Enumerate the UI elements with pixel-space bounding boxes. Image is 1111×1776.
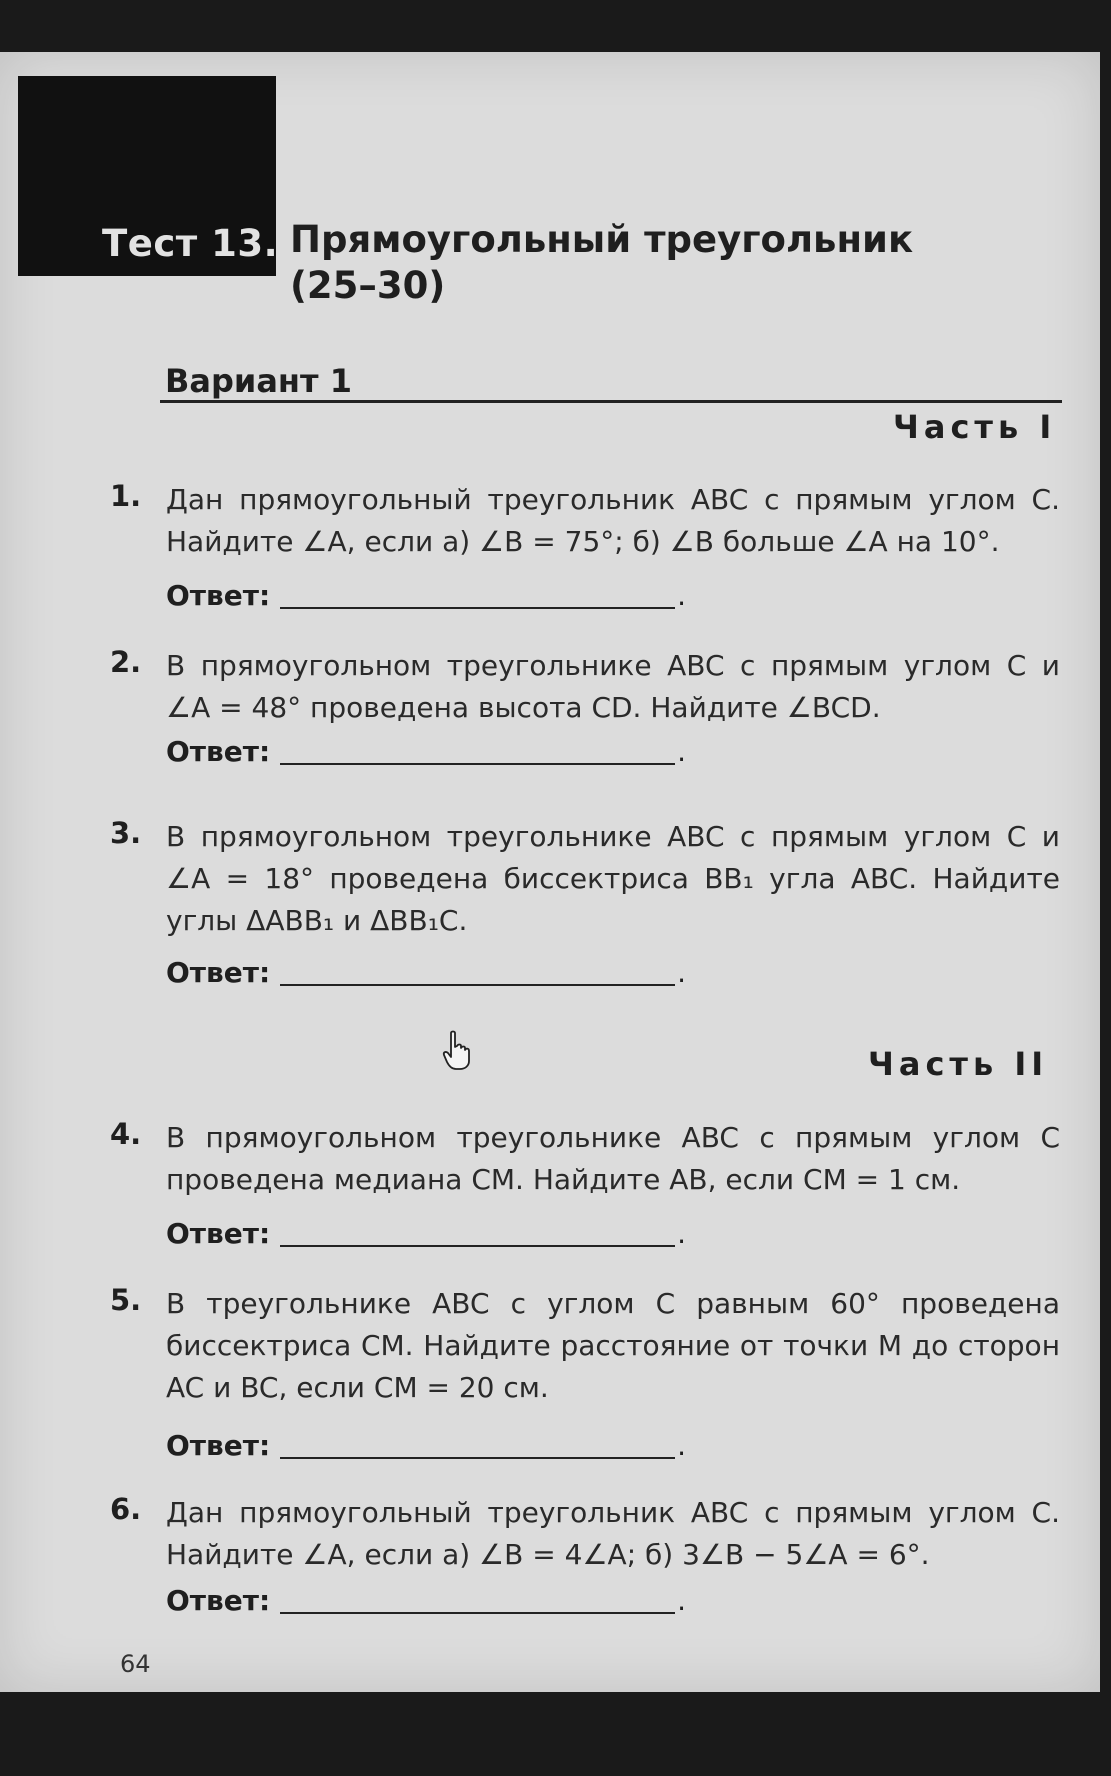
answer-field[interactable]: [280, 763, 675, 765]
test-label: Тест 13.: [102, 222, 279, 265]
worksheet-page: [0, 52, 1100, 1692]
hand-pointer-icon: [442, 1030, 472, 1070]
answer-row: Ответ: .: [166, 956, 687, 989]
problem-text: В прямоугольном треугольнике ABC с прямым углом C и ∠A = 48° проведена высота CD. Найдите ∠BCD.: [166, 649, 1060, 724]
part-2-heading: Часть II: [868, 1045, 1049, 1083]
page-title: [290, 217, 913, 310]
problem-number: 2.: [110, 645, 142, 679]
answer-label: Ответ:: [166, 1217, 271, 1250]
problem-text: Дан прямоугольный треугольник ABC с прямым углом C. Найдите ∠A, если а) ∠B = 75°; б) ∠B больше ∠A на 10°.: [166, 483, 1060, 558]
part-1-heading: Часть I: [893, 408, 1057, 446]
answer-label: Ответ:: [166, 1429, 271, 1462]
problem-text: В прямоугольном треугольнике ABC с прямым углом C проведена медиана CM. Найдите AB, если CM = 1 см.: [166, 1121, 1060, 1196]
answer-row: Ответ: .: [166, 1584, 687, 1617]
variant-divider: [160, 400, 1062, 403]
answer-label: Ответ:: [166, 579, 271, 612]
problem-number: 3.: [110, 816, 142, 850]
answer-field[interactable]: [280, 1612, 675, 1614]
title-line-2: (25–30): [290, 264, 446, 308]
answer-row: Ответ: .: [166, 1429, 687, 1462]
problem-number: 6.: [110, 1492, 142, 1526]
problem-text: Дан прямоугольный треугольник ABC с прямым углом C. Найдите ∠A, если а) ∠B = 4∠A; б) 3∠B − 5∠A = 6°.: [166, 1496, 1060, 1571]
problem-number: 5.: [110, 1283, 142, 1317]
answer-field[interactable]: [280, 607, 675, 609]
answer-field[interactable]: [280, 1245, 675, 1247]
answer-row: Ответ: .: [166, 1217, 687, 1250]
page-number: 64: [120, 1650, 151, 1678]
answer-field[interactable]: [280, 984, 675, 986]
problem-number: 1.: [110, 479, 142, 513]
answer-label: Ответ:: [166, 956, 271, 989]
answer-label: Ответ:: [166, 735, 271, 768]
answer-field[interactable]: [280, 1457, 675, 1459]
variant-heading: Вариант 1: [165, 362, 352, 400]
answer-row: Ответ: .: [166, 579, 687, 612]
problem-text: В треугольнике ABC с углом C равным 60° проведена биссектриса CM. Найдите расстояние от точки M до сторон AC и BC, если CM = 20 см.: [166, 1287, 1060, 1404]
problem-text: В прямоугольном треугольнике ABC с прямым углом C и ∠A = 18° проведена биссектриса BB₁ угла ABC. Найдите углы ΔABB₁ и ΔBB₁C.: [166, 820, 1060, 937]
problem-number: 4.: [110, 1117, 142, 1151]
title-line-1: Прямоугольный треугольник: [290, 218, 914, 261]
answer-label: Ответ:: [166, 1584, 271, 1617]
answer-row: Ответ: .: [166, 735, 687, 768]
